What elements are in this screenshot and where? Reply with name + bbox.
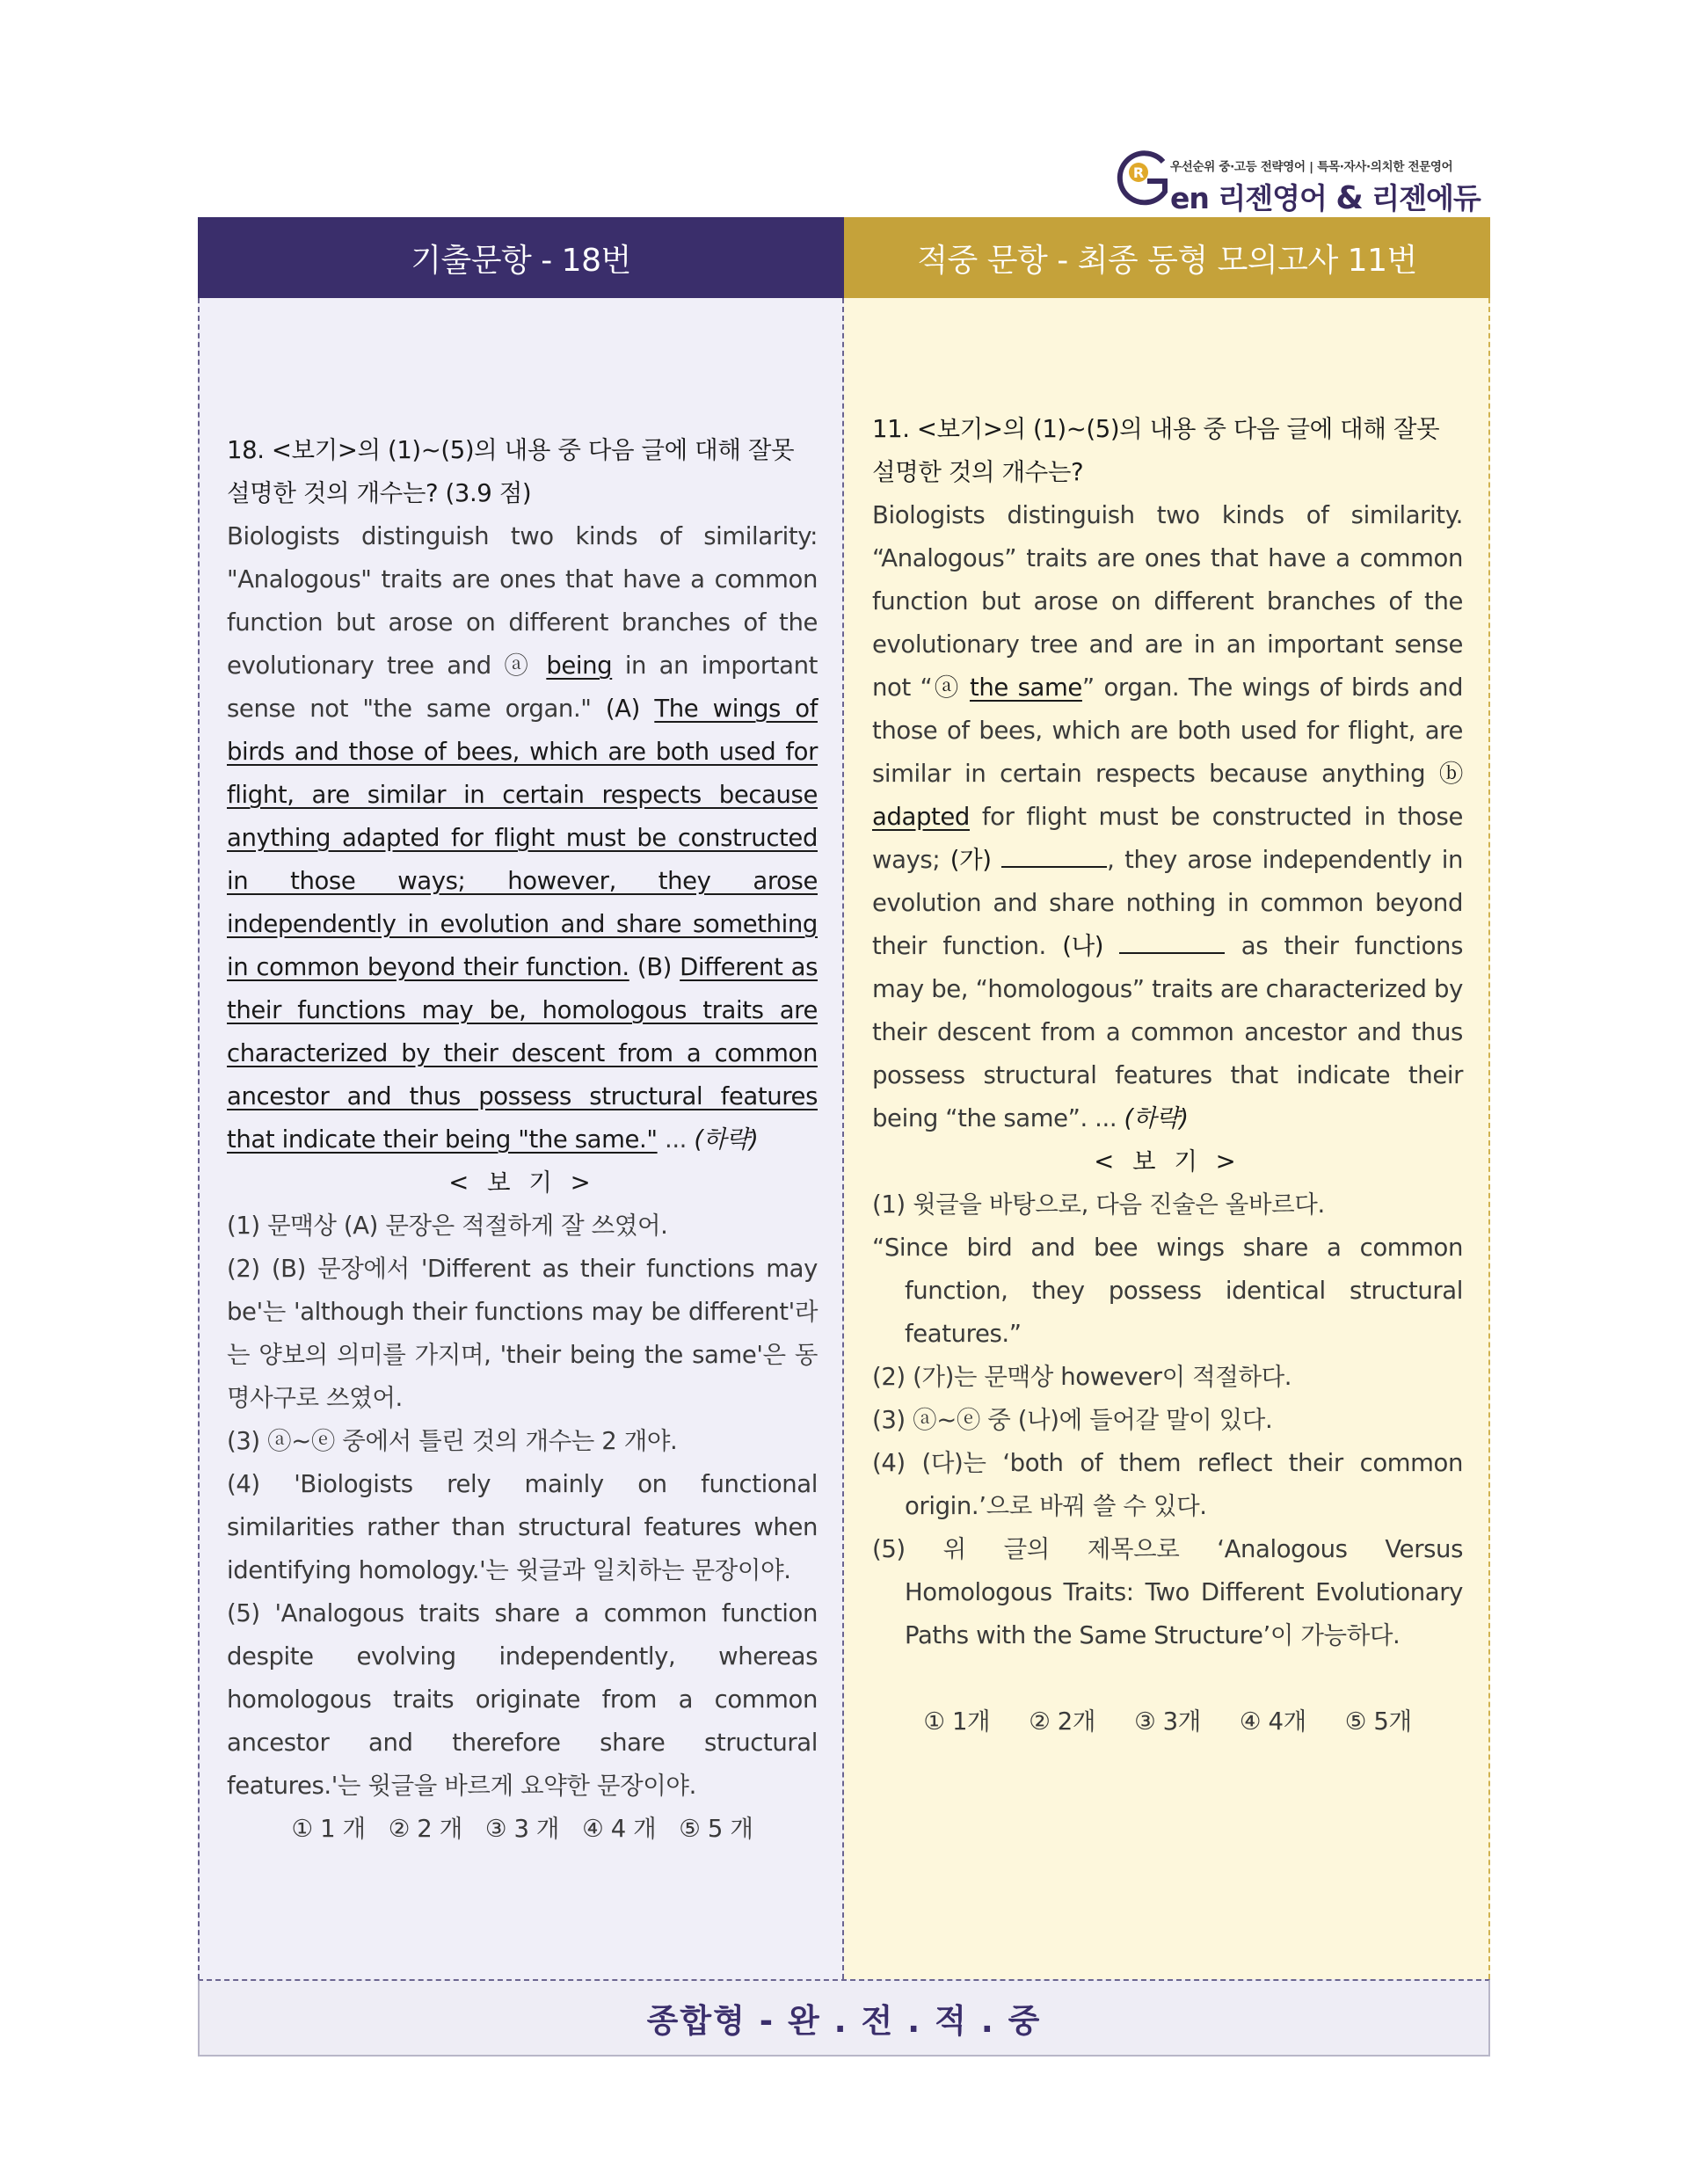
right-item-1: (1) 윗글을 바탕으로, 다음 진술은 올바르다.: [872, 1190, 1325, 1219]
logo-tagline: 우선순위 중·고등 전략영어 | 특목·자사·의치한 전문영어: [1170, 160, 1453, 174]
right-answer-options: [872, 1700, 1463, 1744]
circle-a-marker: ⓐ: [504, 652, 547, 680]
right-passage: Biologists distinguish two kinds of similarity. “Analogous” traits are ones that have a common function but arose on different branches of the evolutionary tree and are in an important sense not “ⓐ the same” organ. The wings of birds and those of bees, which are both used for flight, are similar in certain respects because anything ⓑ adapted for flight must be constructed in those ways; (가) , they arose independently in evolution and share nothing in common beyond their function. (나) as their functions may be, “homologous” traits are characterized by their descent from a common ancestor and thus possess structural features that indicate their being “the same”. ... (하략): [872, 501, 1463, 1132]
footer-banner: 종합형 - 완 . 전 . 적 . 중: [198, 1979, 1490, 2057]
logo-brand-1: 리젠영어: [1218, 181, 1327, 215]
blank-na[interactable]: [1119, 933, 1225, 954]
right-header: 적중 문항 - 최종 동형 모의고사 11번: [844, 217, 1490, 298]
left-option-4[interactable]: ④ 4 개: [582, 1815, 657, 1843]
right-question: [872, 408, 1463, 1744]
right-item-5: (5) 위 글의 제목으로 ‘Analogous Versus Homologous Traits: Two Different Evolutionary Paths with the Same Structure’이 가능하다.: [872, 1535, 1463, 1649]
left-item-2: (2) (B) 문장에서 'Different as their functions may be'는 'although their functions may be different'라는 양보의 의미를 가지며, 'their being the same'은 동명사구로 쓰였어.: [227, 1255, 818, 1412]
right-option-5[interactable]: ⑤ 5개: [1344, 1707, 1412, 1736]
underlined-being: being: [546, 652, 613, 680]
left-option-5[interactable]: ⑤ 5 개: [679, 1815, 753, 1843]
right-question-title: 11. <보기>의 (1)~(5)의 내용 중 다음 글에 대해 잘못 설명한 것의 개수는?: [872, 415, 1440, 486]
circle-b-marker: ⓑ: [1438, 760, 1463, 788]
right-option-1[interactable]: ① 1개: [923, 1707, 991, 1736]
underlined-sentence-a: The wings of birds and those of bees, which are both used for flight, are similar in certain respects because anything adapted for flight must be constructed in those ways; however, they arose independently in evolution and share something in common beyond their function.: [227, 695, 818, 981]
logo-brand-en: en: [1170, 181, 1209, 215]
blank-ga[interactable]: [1001, 847, 1107, 868]
logo-g-mark-icon: [1112, 149, 1174, 211]
left-item-1: (1) 문맥상 (A) 문장은 적절하게 잘 쓰였어.: [227, 1212, 668, 1240]
right-item-4: (4) (다)는 ‘both of them reflect their common origin.’으로 바꿔 쓸 수 있다.: [872, 1449, 1463, 1520]
underlined-sentence-b: Different as their functions may be, homologous traits are characterized by their descent from a common ancestor and thus possess structural features that indicate their being "the same.": [227, 953, 818, 1154]
right-option-2[interactable]: ② 2개: [1029, 1707, 1096, 1736]
left-option-1[interactable]: ① 1 개: [291, 1815, 366, 1843]
left-question: [227, 429, 818, 1851]
right-item-1-quote: “Since bird and bee wings share a common function, they possess identical structural features.”: [872, 1234, 1463, 1348]
logo-brand: [1170, 176, 1481, 217]
brand-logo: [1112, 141, 1490, 220]
left-option-2[interactable]: ② 2 개: [388, 1815, 462, 1843]
left-item-4: (4) 'Biologists rely mainly on functional similarities rather than structural features when identifying homology.'는 윗글과 일치하는 문장이야.: [227, 1470, 818, 1584]
right-option-3[interactable]: ③ 3개: [1134, 1707, 1201, 1736]
label-na: (나): [1062, 932, 1104, 960]
label-ga: (가): [950, 846, 992, 874]
logo-amp: &: [1335, 180, 1363, 216]
circle-a-marker: ⓐ: [932, 673, 970, 702]
logo-brand-2: 리젠에듀: [1372, 181, 1481, 215]
left-bogi-heading: < 보 기 >: [448, 1168, 596, 1197]
left-item-3: (3) ⓐ~ⓔ 중에서 틀린 것의 개수는 2 개야.: [227, 1427, 678, 1455]
left-passage: Biologists distinguish two kinds of similarity: "Analogous" traits are ones that have a common function but arose on different branches of the evolutionary tree and ⓐ being in an important sense not "the same organ." (A) The wings of birds and those of bees, which are both used for flight, are similar in certain respects because anything adapted for flight must be constructed in those ways; however, they arose independently in evolution and share something in common beyond their function. (B) Different as their functions may be, homologous traits are characterized by their descent from a common ancestor and thus possess structural features that indicate their being "the same." ... (하략): [227, 522, 818, 1154]
left-header: 기출문항 - 18번: [198, 217, 844, 298]
left-question-title: 18. <보기>의 (1)~(5)의 내용 중 다음 글에 대해 잘못 설명한 것의 개수는? (3.9 점): [227, 436, 795, 507]
logo-mark-letter: R: [1132, 164, 1145, 181]
right-bogi-heading: < 보 기 >: [1094, 1147, 1241, 1176]
underlined-the-same: the same: [969, 673, 1082, 702]
left-answer-options: [227, 1808, 818, 1851]
right-item-2: (2) (가)는 문맥상 however이 적절하다.: [872, 1363, 1292, 1391]
right-item-3: (3) ⓐ~ⓔ 중 (나)에 들어갈 말이 있다.: [872, 1406, 1273, 1434]
left-option-3[interactable]: ③ 3 개: [484, 1815, 560, 1843]
right-option-4[interactable]: ④ 4개: [1239, 1707, 1306, 1736]
left-item-5: (5) 'Analogous traits share a common function despite evolving independently, whereas homologous traits originate from a common ancestor and therefore share structural features.'는 윗글을 바르게 요약한 문장이야.: [227, 1599, 818, 1800]
underlined-adapted: adapted: [872, 803, 970, 831]
